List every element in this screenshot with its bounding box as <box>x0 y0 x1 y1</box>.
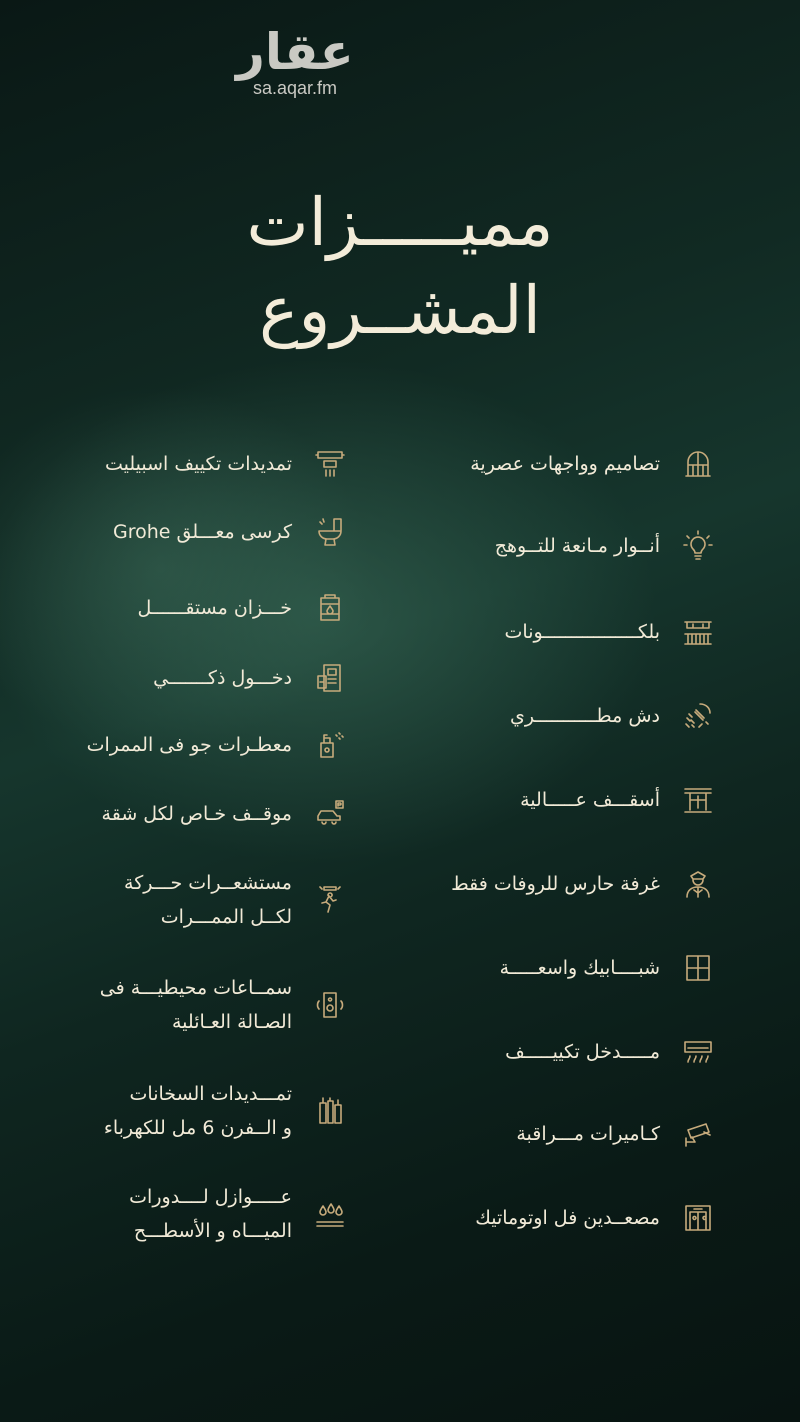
feature-label: معطـرات جو فى الممرات <box>86 734 292 756</box>
feature-label: مصعــدين فل اوتوماتيك <box>475 1207 660 1229</box>
feature-label: موقــف خـاص لكل شقة <box>101 803 292 825</box>
logo <box>230 24 360 104</box>
feature-heater-wiring <box>104 1077 348 1145</box>
feature-label: أنــوار مـانعة للتــوهج <box>494 535 660 557</box>
logo-word: عقار <box>236 23 354 81</box>
logo-domain: sa.aqar.fm <box>252 78 338 98</box>
light-bulb-icon <box>680 528 716 564</box>
split-ac-icon <box>312 446 348 482</box>
elevator-icon <box>680 1200 716 1236</box>
rain-shower-icon <box>680 698 716 734</box>
toilet-icon <box>312 514 348 550</box>
feature-label: سمــاعات محيطيـــة فى الصـالة العـائلية <box>99 977 292 1033</box>
high-ceiling-icon <box>680 782 716 818</box>
feature-wide-windows <box>500 950 716 986</box>
feature-label: بلكـــــــــــــــــونات <box>504 621 660 643</box>
feature-smart-entry <box>153 660 348 696</box>
feature-guard-room <box>451 866 716 902</box>
window-icon <box>680 950 716 986</box>
feature-private-parking <box>102 796 348 832</box>
feature-ac-inlet <box>505 1034 716 1070</box>
feature-label: مستشعــرات حـــركة لكــل الممـــرات <box>124 872 292 928</box>
feature-elevators <box>475 1200 716 1236</box>
feature-independent-tank <box>138 590 348 626</box>
feature-label: دخـــول ذكـــــــي <box>153 667 292 689</box>
feature-label: أسقـــف عـــــالية <box>520 789 660 811</box>
feature-insulation <box>129 1180 348 1248</box>
feature-air-fresheners <box>87 727 348 763</box>
feature-label: تمـــديدات السخانات و الــفرن 6 مل للكهرباء <box>103 1083 292 1139</box>
feature-label: كرسى معـــلق Grohe <box>112 521 292 543</box>
feature-anti-glare-lights <box>495 528 716 564</box>
feature-balconies <box>505 614 716 650</box>
window-arch-icon <box>680 446 716 482</box>
feature-label: كـاميرات مـــراقبة <box>516 1123 660 1145</box>
feature-surround-speakers <box>100 971 348 1039</box>
feature-split-ac <box>105 446 348 482</box>
feature-motion-sensors <box>124 866 348 934</box>
feature-label: مـــــدخل تكييـــــف <box>505 1041 660 1063</box>
feature-high-ceilings <box>520 782 716 818</box>
page-title-line-2: المشــروع <box>259 272 541 349</box>
security-camera-icon <box>680 1116 716 1152</box>
water-tank-icon <box>312 590 348 626</box>
feature-rain-shower <box>510 698 716 734</box>
page-title-line-1: مميـــــزات <box>246 184 554 261</box>
feature-label: شبــــابيك واسعـــــة <box>499 957 660 979</box>
feature-label: دش مطـــــــــــري <box>509 705 660 727</box>
feature-label: تصاميم وواجهات عصرية <box>470 453 660 475</box>
ac-unit-icon <box>680 1034 716 1070</box>
wiring-icon <box>312 1093 348 1129</box>
guard-icon <box>680 866 716 902</box>
speaker-icon <box>312 987 348 1023</box>
feature-wall-toilet <box>113 514 348 550</box>
feature-label: عـــــوازل لــــدورات الميـــاه و الأسطـــح <box>129 1186 292 1242</box>
insulation-icon <box>312 1196 348 1232</box>
smart-entry-icon <box>312 660 348 696</box>
feature-label: خـــزان مستقــــــل <box>137 597 292 619</box>
feature-cctv <box>516 1116 716 1152</box>
motion-sensor-icon <box>312 882 348 918</box>
balcony-icon <box>680 614 716 650</box>
parking-icon <box>312 796 348 832</box>
feature-modern-design <box>470 446 716 482</box>
feature-label: تمديدات تكييف اسبيليت <box>104 453 292 475</box>
air-freshener-icon <box>312 727 348 763</box>
feature-label: غرفة حارس للروفات فقط <box>451 873 660 895</box>
